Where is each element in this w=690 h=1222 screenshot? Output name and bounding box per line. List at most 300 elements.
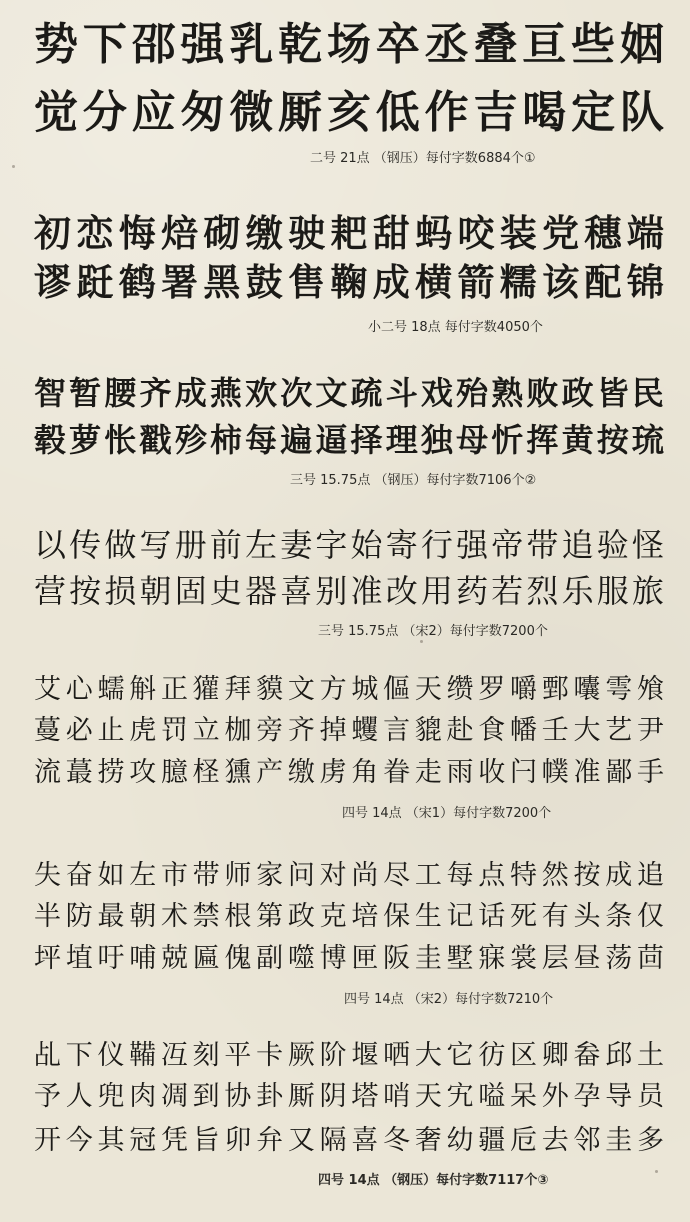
specimen-char: 博 [319,943,347,974]
specimen-line-text [34,260,664,304]
specimen-char: 虎 [129,715,157,746]
specimen-line [34,941,664,977]
specimen-char: 择 [350,421,383,459]
specimen-char: 每 [245,421,278,459]
specimen-char: 强 [180,19,225,70]
specimen-char: 亥 [326,87,371,138]
specimen-char: 它 [446,1040,474,1071]
specimen-caption: 小二号 18点 每付字数4050个 [368,320,543,335]
specimen-char: 克 [319,901,347,932]
specimen-char: 按 [573,860,601,891]
specimen-char: 卡 [256,1040,284,1071]
specimen-char: 鹤 [118,260,156,304]
specimen-char: 寐 [478,943,506,974]
specimen-char: 鞠 [330,260,368,304]
specimen-caption: 二号 21点 （钢压）每付字数6884个① [310,151,536,166]
specimen-char: 做 [104,526,137,564]
specimen-char: 鞴 [129,1040,157,1071]
specimen-char: 凋 [160,1081,188,1112]
specimen-char: 准 [350,572,383,610]
specimen-line-text [34,20,664,70]
specimen-char: 匆 [180,87,225,138]
specimen-char: 追 [636,860,664,891]
specimen-char: 旁 [256,715,284,746]
specimen-char: 蕞 [65,757,93,788]
specimen-char: 孕 [573,1081,601,1112]
specimen-char: 戳 [139,421,172,459]
specimen-char: 成 [605,860,633,891]
specimen-char: 厥 [287,1040,315,1071]
specimen-char: 下 [65,1040,93,1071]
specimen-line-text [34,571,664,611]
specimen-char: 天 [414,1081,442,1112]
specimen-char: 损 [104,572,137,610]
specimen-char: 乳 [229,19,274,70]
specimen-char: 仅 [636,901,664,932]
specimen-char: 箭 [457,260,495,304]
specimen-char: 定 [571,87,616,138]
specimen-char: 朝 [129,901,157,932]
specimen-char: 政 [287,901,315,932]
specimen-char: 师 [224,860,252,891]
specimen-char: 貘 [256,674,284,705]
specimen-char: 闩 [510,757,538,788]
specimen-line [34,672,664,708]
specimen-line-text [34,420,664,460]
specimen-line-text [34,899,664,935]
specimen-char: 微 [229,87,274,138]
specimen-char: 兜 [97,1081,125,1112]
paper-speck [12,165,15,168]
specimen-line [34,88,664,138]
specimen-char: 缴 [287,757,315,788]
specimen-char: 层 [541,943,569,974]
specimen-char: 阶 [319,1040,347,1071]
specimen-char: 蚂 [415,211,453,255]
specimen-line [34,1079,664,1115]
specimen-char: 头 [573,901,601,932]
specimen-char: 验 [596,526,629,564]
specimen-char: 角 [351,757,379,788]
specimen-char: 文 [315,374,348,412]
specimen-char: 跹 [76,260,114,304]
specimen-line [34,20,664,70]
specimen-char: 雨 [446,757,474,788]
specimen-char: 昼 [573,943,601,974]
specimen-char: 邱 [605,1040,633,1071]
specimen-char: 卯 [224,1125,252,1156]
specimen-char: 齐 [139,374,172,412]
specimen-char: 黑 [203,260,241,304]
specimen-char: 阪 [383,943,411,974]
specimen-char: 蠕 [97,674,125,705]
specimen-char: 艺 [605,715,633,746]
specimen-char: 手 [636,757,664,788]
specimen-char: 立 [192,715,220,746]
specimen-char: 署 [161,260,199,304]
specimen-char: 大 [414,1040,442,1071]
specimen-char: 鄙 [605,757,633,788]
specimen-char: 艾 [34,674,61,705]
specimen-char: 予 [34,1081,61,1112]
specimen-char: 党 [542,211,580,255]
specimen-line-text [34,1123,664,1159]
specimen-char: 烈 [526,572,559,610]
specimen-char: 乐 [561,572,594,610]
specimen-line-text [34,941,664,977]
specimen-char: 史 [209,572,242,610]
specimen-char: 尽 [383,860,411,891]
specimen-char: 仪 [97,1040,125,1071]
specimen-char: 尹 [636,715,664,746]
specimen-char: 半 [34,901,61,932]
specimen-char: 穗 [584,211,622,255]
specimen-char: 城 [351,674,379,705]
specimen-char: 死 [510,901,538,932]
specimen-char: 卒 [375,19,420,70]
specimen-char: 智 [34,374,67,412]
specimen-char: 政 [561,374,594,412]
specimen-char: 皆 [596,374,629,412]
specimen-char: 产 [256,757,284,788]
specimen-char: 败 [526,374,559,412]
specimen-char: 傴 [383,674,411,705]
specimen-char: 带 [526,526,559,564]
specimen-char: 卿 [541,1040,569,1071]
specimen-char: 改 [385,572,418,610]
specimen-char: 今 [65,1125,93,1156]
specimen-char: 场 [326,19,371,70]
specimen-char: 防 [65,901,93,932]
specimen-line-text [34,755,664,791]
specimen-char: 传 [69,526,102,564]
specimen-char: 鼓 [245,260,283,304]
specimen-char: 母 [456,421,489,459]
specimen-char: 有 [541,901,569,932]
specimen-caption: 三号 15.75点 （钢压）每付字数7106个② [290,473,537,488]
specimen-char: 理 [385,421,418,459]
specimen-char: 遍 [280,421,313,459]
specimen-char: 冱 [160,1040,188,1071]
specimen-char: 暂 [69,374,102,412]
specimen-char: 圭 [414,943,442,974]
specimen-char: 攻 [129,757,157,788]
specimen-char: 壬 [541,715,569,746]
specimen-char: 必 [65,715,93,746]
specimen-char: 喜 [280,572,313,610]
specimen-line [34,899,664,935]
specimen-char: 缵 [446,674,474,705]
specimen-char: 糯 [499,260,537,304]
specimen-char: 幼 [446,1125,474,1156]
specimen-char: 去 [541,1125,569,1156]
specimen-char: 字 [315,526,348,564]
specimen-line-text [34,713,664,749]
specimen-char: 傀 [224,943,252,974]
specimen-char: 觉 [34,87,78,138]
specimen-line-text [34,858,664,894]
specimen-line [34,420,664,460]
specimen-char: 大 [573,715,601,746]
specimen-char: 斗 [385,374,418,412]
specimen-char: 恋 [76,211,114,255]
specimen-char: 喝 [522,87,567,138]
specimen-char: 肉 [129,1081,157,1112]
specimen-char: 点 [478,860,506,891]
specimen-char: 配 [584,260,622,304]
specimen-char: 雩 [605,674,633,705]
specimen-char: 服 [596,572,629,610]
specimen-char: 家 [256,860,284,891]
specimen-char: 貔 [414,715,442,746]
specimen-char: 堰 [351,1040,379,1071]
specimen-line [34,373,664,413]
specimen-char: 乾 [278,19,323,70]
specimen-char: 初 [34,211,71,255]
specimen-char: 噬 [287,943,315,974]
specimen-char: 特 [510,860,538,891]
specimen-char: 作 [424,87,469,138]
specimen-char: 叠 [473,19,518,70]
specimen-char: 幞 [541,757,569,788]
specimen-char: 刻 [192,1040,220,1071]
specimen-char: 食 [478,715,506,746]
specimen-line-text [34,1079,664,1115]
specimen-caption: 四号 14点 （宋1）每付字数7200个 [342,806,552,821]
specimen-char: 收 [478,757,506,788]
specimen-char: 如 [97,860,125,891]
specimen-char: 独 [420,421,453,459]
specimen-char: 区 [510,1040,538,1071]
specimen-char: 器 [245,572,278,610]
specimen-char: 吁 [97,943,125,974]
specimen-char: 方 [319,674,347,705]
specimen-char: 冬 [383,1125,411,1156]
specimen-char: 条 [605,901,633,932]
specimen-char: 应 [131,87,176,138]
specimen-char: 行 [420,526,453,564]
specimen-char: 丞 [424,19,469,70]
specimen-char: 墅 [446,943,474,974]
specimen-char: 到 [192,1081,220,1112]
specimen-char: 端 [626,211,664,255]
specimen-char: 殆 [456,374,489,412]
specimen-line [34,713,664,749]
specimen-char: 外 [541,1081,569,1112]
specimen-char: 工 [414,860,442,891]
specimen-char: 下 [82,19,127,70]
specimen-char: 飧 [636,674,664,705]
specimen-line-text [34,1038,664,1074]
specimen-char: 怅 [104,421,137,459]
specimen-line [34,571,664,611]
specimen-char: 獾 [192,674,220,705]
specimen-char: 哂 [383,1040,411,1071]
specimen-char: 以 [34,526,67,564]
specimen-char: 圭 [605,1125,633,1156]
specimen-char: 捞 [97,757,125,788]
specimen-char: 姻 [619,19,664,70]
specimen-char: 茴 [636,943,664,974]
specimen-char: 邻 [573,1125,601,1156]
specimen-char: 黄 [561,421,594,459]
specimen-char: 对 [319,860,347,891]
specimen-char: 喜 [351,1125,379,1156]
specimen-char: 记 [446,901,474,932]
specimen-char: 裳 [510,943,538,974]
specimen-char: 锦 [626,260,664,304]
specimen-char: 旅 [631,572,664,610]
specimen-char: 吉 [473,87,518,138]
specimen-char: 追 [561,526,594,564]
specimen-char: 赴 [446,715,474,746]
specimen-line-text [34,672,664,708]
specimen-char: 燕 [209,374,242,412]
specimen-char: 虏 [319,757,347,788]
specimen-char: 悔 [118,211,156,255]
specimen-char: 又 [287,1125,315,1156]
specimen-char: 次 [280,374,313,412]
specimen-line [34,260,664,304]
specimen-char: 塔 [351,1081,379,1112]
specimen-char: 带 [192,860,220,891]
specimen-char: 多 [636,1125,664,1156]
specimen-char: 枷 [224,715,252,746]
specimen-char: 匾 [192,943,220,974]
specimen-char: 保 [383,901,411,932]
specimen-char: 问 [287,860,315,891]
specimen-char: 嚼 [510,674,538,705]
specimen-char: 文 [287,674,315,705]
specimen-char: 琉 [631,421,664,459]
specimen-char: 生 [414,901,442,932]
specimen-char: 厮 [287,1081,315,1112]
specimen-char: 阴 [319,1081,347,1112]
specimen-char: 寄 [385,526,418,564]
specimen-char: 开 [34,1125,61,1156]
specimen-char: 分 [82,87,127,138]
specimen-char: 萝 [69,421,102,459]
specimen-char: 亘 [522,19,567,70]
specimen-char: 市 [160,860,188,891]
specimen-char: 队 [619,87,664,138]
specimen-char: 若 [491,572,524,610]
specimen-char: 斛 [129,674,157,705]
specimen-char: 该 [542,260,580,304]
specimen-char: 囔 [573,674,601,705]
specimen-caption: 三号 15.75点 （宋2）每付字数7200个 [318,624,548,639]
specimen-line [34,1038,664,1074]
specimen-caption: 四号 14点 （钢压）每付字数7117个③ [318,1173,549,1188]
specimen-line [34,1123,664,1159]
specimen-char: 左 [129,860,157,891]
specimen-char: 柿 [209,421,242,459]
specimen-char: 天 [414,674,442,705]
specimen-char: 药 [456,572,489,610]
specimen-char: 眷 [383,757,411,788]
specimen-char: 砌 [203,211,241,255]
specimen-char: 殄 [174,421,207,459]
specimen-char: 罚 [160,715,188,746]
specimen-char: 毂 [34,421,67,459]
specimen-char: 然 [541,860,569,891]
specimen-char: 弁 [256,1125,284,1156]
specimen-char: 每 [446,860,474,891]
specimen-char: 卮 [510,1125,538,1156]
specimen-line [34,755,664,791]
specimen-char: 嗌 [478,1081,506,1112]
specimen-char: 忻 [491,421,524,459]
specimen-char: 邵 [131,19,176,70]
specimen-line [34,211,664,255]
specimen-char: 写 [139,526,172,564]
specimen-char: 尚 [351,860,379,891]
specimen-char: 蠼 [351,715,379,746]
specimen-char: 腰 [104,374,137,412]
specimen-char: 臆 [160,757,188,788]
specimen-char: 最 [97,901,125,932]
specimen-char: 培 [351,901,379,932]
specimen-char: 员 [636,1081,664,1112]
specimen-char: 成 [372,260,410,304]
specimen-line-text [34,373,664,413]
specimen-char: 止 [97,715,125,746]
specimen-char: 幡 [510,715,538,746]
specimen-char: 哨 [383,1081,411,1112]
specimen-char: 朝 [139,572,172,610]
specimen-char: 平 [224,1040,252,1071]
specimen-char: 戏 [420,374,453,412]
specimen-char: 乩 [34,1040,61,1071]
specimen-char: 别 [315,572,348,610]
specimen-char: 柽 [192,757,220,788]
specimen-char: 驶 [288,211,326,255]
specimen-char: 畚 [573,1040,601,1071]
specimen-line [34,858,664,894]
specimen-char: 齐 [287,715,315,746]
specimen-char: 术 [160,901,188,932]
specimen-char: 哺 [129,943,157,974]
specimen-char: 欢 [245,374,278,412]
specimen-char: 副 [256,943,284,974]
specimen-char: 冠 [129,1125,157,1156]
paper-speck [420,640,423,643]
specimen-char: 掉 [319,715,347,746]
specimen-char: 疆 [478,1125,506,1156]
specimen-char: 第 [256,901,284,932]
specimen-char: 兢 [160,943,188,974]
specimen-char: 罗 [478,674,506,705]
specimen-char: 用 [420,572,453,610]
specimen-line [34,525,664,565]
specimen-char: 旨 [192,1125,220,1156]
specimen-char: 熟 [491,374,524,412]
specimen-char: 根 [224,901,252,932]
specimen-char: 人 [65,1081,93,1112]
specimen-char: 缴 [245,211,283,255]
specimen-char: 心 [65,674,93,705]
specimen-char: 成 [174,374,207,412]
specimen-char: 民 [631,374,664,412]
paper-speck [655,1170,658,1173]
specimen-char: 咬 [457,211,495,255]
specimen-char: 奋 [65,860,93,891]
specimen-char: 帝 [491,526,524,564]
specimen-char: 售 [288,260,326,304]
specimen-char: 鄄 [541,674,569,705]
specimen-char: 势 [34,19,78,70]
specimen-char: 准 [573,757,601,788]
